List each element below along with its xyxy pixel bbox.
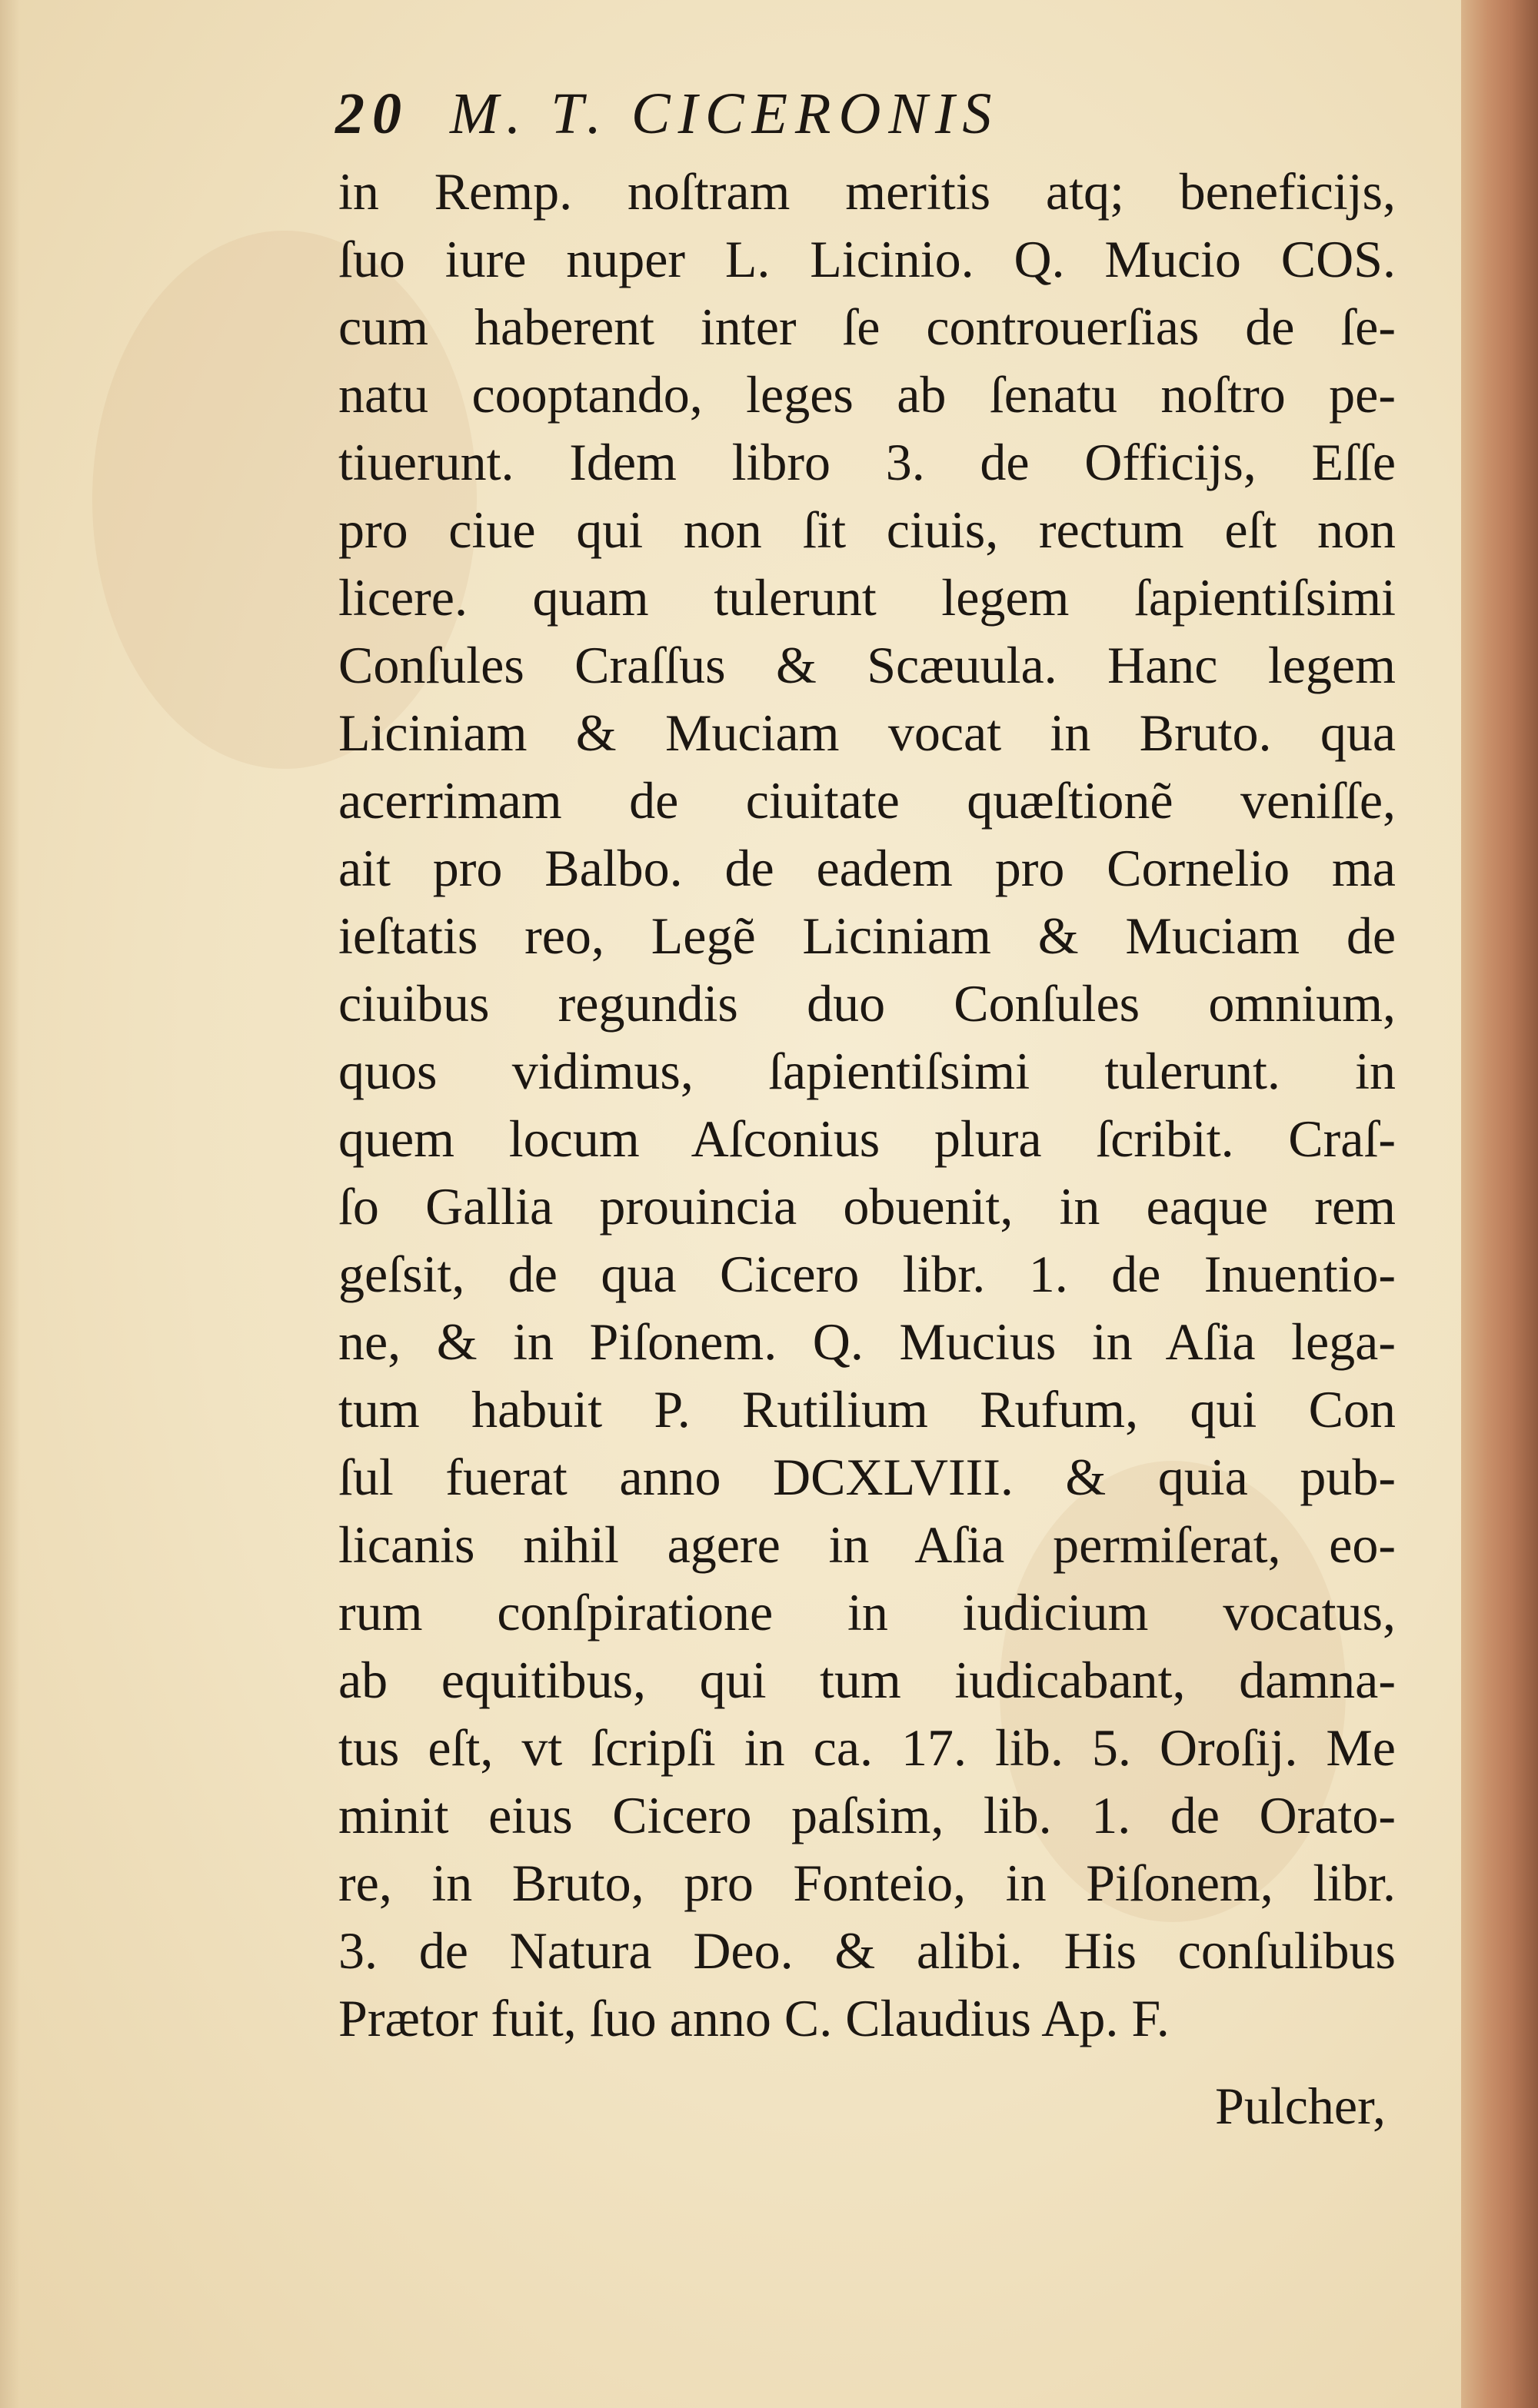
text-line: ne, & in Piſonem. Q. Mucius in Aſia lega- (338, 1312, 1396, 1371)
text-line: ieſtatis reo, Legẽ Liciniam & Muciam de (338, 906, 1396, 965)
text-line: acerrimam de ciuitate quæſtionẽ veniſſe, (338, 771, 1396, 830)
text-line: ſuo iure nuper L. Licinio. Q. Mucio COS. (338, 230, 1396, 288)
text-line: natu cooptando, leges ab ſenatu noſtro pe- (338, 365, 1396, 424)
text-line: Liciniam & Muciam vocat in Bruto. qua (338, 703, 1396, 762)
page-header (335, 81, 1412, 165)
text-line: licanis nihil agere in Aſia permiſerat, eo- (338, 1515, 1396, 1574)
text-line: in Remp. noſtram meritis atq; beneficijs, (338, 162, 1396, 221)
text-line: Prætor fuit, ſuo anno C. Claudius Ap. F. (338, 1989, 1170, 2047)
text-line: ab equitibus, qui tum iudicabant, damna- (338, 1651, 1396, 1709)
catchword: Pulcher, (1215, 2077, 1386, 2135)
text-line: cum haberent inter ſe controuerſias de ſe- (338, 298, 1396, 356)
text-line: ciuibus regundis duo Conſules omnium, (338, 974, 1396, 1033)
text-line: tum habuit P. Rutilium Rufum, qui Con (338, 1380, 1396, 1438)
body-text (338, 158, 1396, 2052)
text-line: rum conſpiratione in iudicium vocatus, (338, 1583, 1396, 1641)
text-line: tiuerunt. Idem libro 3. de Officijs, Eſſe (338, 433, 1396, 491)
running-title: M. T. CICERONIS (450, 81, 1000, 146)
text-line: quos vidimus, ſapientiſsimi tulerunt. in (338, 1042, 1396, 1100)
text-line: pro ciue qui non ſit ciuis, rectum eſt non (338, 501, 1396, 559)
text-line: Conſules Craſſus & Scæuula. Hanc legem (338, 636, 1396, 694)
text-line: quem locum Aſconius plura ſcribit. Craſ- (338, 1109, 1396, 1168)
text-line: geſsit, de qua Cicero libr. 1. de Inuentio- (338, 1245, 1396, 1303)
text-line: licere. quam tulerunt legem ſapientiſsimi (338, 568, 1396, 627)
text-line: ſo Gallia prouincia obuenit, in eaque rem (338, 1177, 1396, 1236)
text-line: re, in Bruto, pro Fonteio, in Piſonem, libr. (338, 1854, 1396, 1912)
text-line: minit eius Cicero paſsim, lib. 1. de Orato- (338, 1786, 1396, 1844)
fore-edge (1461, 0, 1538, 2408)
text-line: tus eſt, vt ſcripſi in ca. 17. lib. 5. Oroſij. Me (338, 1718, 1396, 1777)
text-line: 3. de Natura Deo. & alibi. His conſulibus (338, 1921, 1396, 1980)
text-line: ait pro Balbo. de eadem pro Cornelio ma (338, 839, 1396, 897)
page-gutter (0, 0, 20, 2408)
page-number: 20 (335, 81, 409, 146)
text-line: ſul fuerat anno DCXLVIII. & quia pub- (338, 1448, 1396, 1506)
